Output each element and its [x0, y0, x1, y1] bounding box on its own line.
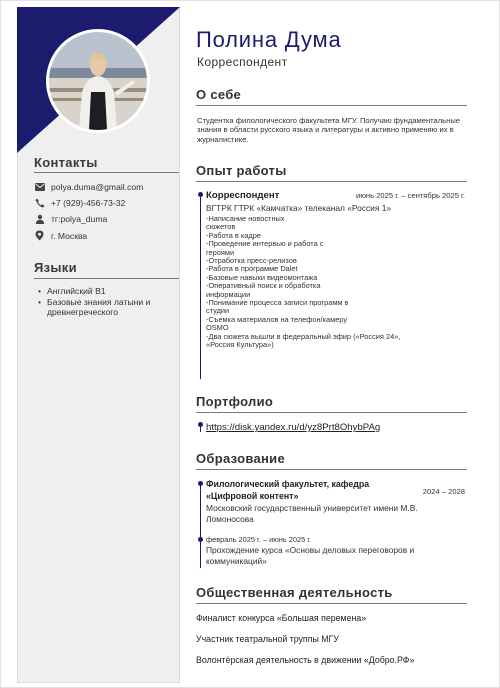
contact-telegram[interactable] — [34, 213, 107, 224]
course-text: Прохождение курса «Основы деловых переговоров и коммуникаций» — [206, 545, 415, 566]
timeline-dot — [198, 192, 203, 197]
contacts-divider — [34, 172, 179, 173]
duty-line: OSMO — [206, 323, 229, 333]
contact-location — [34, 230, 87, 241]
phone-text: +7 (929)-456-73-32 — [51, 197, 126, 208]
duty-line: -Работа в программе Dalet — [206, 264, 298, 274]
duty-line: -Понимание процесса записи программ в — [206, 298, 349, 308]
about-text: Студентка филологического факультета МГУ. Получаю фундаментальные знания в области русского языка и литературы и активно применяю их в журналистике. — [197, 116, 461, 144]
portfolio-heading: Портфолио — [196, 394, 274, 409]
experience-heading: Опыт работы — [196, 163, 287, 178]
job-title: Корреспондент — [206, 190, 280, 201]
about-heading: О себе — [196, 87, 242, 102]
duty-line: «Россия Культура») — [206, 340, 274, 350]
duty-line: -Работа в кадре — [206, 230, 261, 240]
person-role: Корреспондент — [197, 55, 288, 69]
job-dates: июнь 2025 г. – сентябрь 2025 г. — [356, 191, 465, 200]
timeline-dot — [198, 422, 203, 427]
telegram-text: тг:polya_duma — [51, 213, 108, 224]
email-text: polya.duma@gmail.com — [51, 181, 144, 192]
experience-divider — [196, 181, 467, 182]
social-item: Участник театральной труппы МГУ — [196, 634, 339, 644]
duty-line: -Два сюжета вышли в федеральный эфир («Россия 24», — [206, 331, 401, 341]
duty-line: -Проведение интервью и работа с — [206, 239, 324, 249]
languages-divider — [34, 278, 179, 279]
experience-timeline — [200, 193, 201, 379]
avatar — [46, 29, 150, 133]
phone-icon — [34, 197, 45, 208]
duty-line: -Оперативный поиск и обработка — [206, 281, 321, 291]
timeline-dot — [198, 481, 203, 486]
duty-line: героями — [206, 247, 235, 257]
contact-phone[interactable] — [34, 197, 125, 208]
duty-line: -Написание новостных — [206, 214, 285, 223]
education-years: 2024 – 2028 — [422, 487, 465, 496]
duty-line: студии — [206, 306, 230, 316]
duty-line: -Базовые навыки видеомонтажа — [206, 272, 318, 282]
education-divider — [196, 469, 467, 470]
job-duties — [206, 214, 401, 350]
social-heading: Общественная деятельность — [196, 585, 393, 600]
location-text: г. Москва — [51, 230, 88, 241]
profile-photo — [49, 32, 147, 130]
education-school: Московский государственный университет имени М.В. Ломоносова — [206, 503, 418, 524]
portfolio-divider — [196, 412, 467, 413]
social-divider — [196, 603, 467, 604]
duty-line: информации — [206, 289, 251, 299]
email-icon — [34, 181, 45, 192]
education-heading: Образование — [196, 451, 285, 466]
education-timeline — [200, 482, 201, 568]
person-name: Полина Дума — [196, 27, 342, 52]
duty-line: сюжетов — [206, 222, 236, 232]
social-item: Волонтёрская деятельность в движении «Добро.РФ» — [196, 655, 415, 665]
location-pin-icon — [34, 230, 45, 241]
language-item: • Базовые знания латыни и древнегреческого — [38, 297, 178, 318]
contact-email[interactable] — [34, 181, 143, 192]
duty-line: -Отработка пресс-релизов — [206, 256, 297, 266]
portfolio-link[interactable]: https://disk.yandex.ru/d/yz8Prt8OhybPAg — [206, 422, 381, 433]
languages-list — [38, 286, 178, 318]
job-company: ВГТРК ГТРК «Камчатка» телеканал «Россия 1» — [206, 203, 392, 213]
languages-heading: Языки — [34, 260, 77, 275]
duty-line: -Съемка материалов на телефон/камеру — [206, 314, 348, 324]
social-item: Финалист конкурса «Большая перемена» — [196, 613, 367, 623]
course-dates: февраль 2025 г. – июнь 2025 г. — [206, 535, 312, 544]
contacts-heading: Контакты — [34, 155, 98, 170]
about-divider — [196, 105, 467, 106]
telegram-icon — [34, 213, 45, 224]
education-title: Филологический факультет, кафедра «Цифровой контент» — [206, 479, 370, 501]
timeline-dot — [198, 537, 203, 542]
language-item: • Английский В1 — [38, 286, 178, 297]
